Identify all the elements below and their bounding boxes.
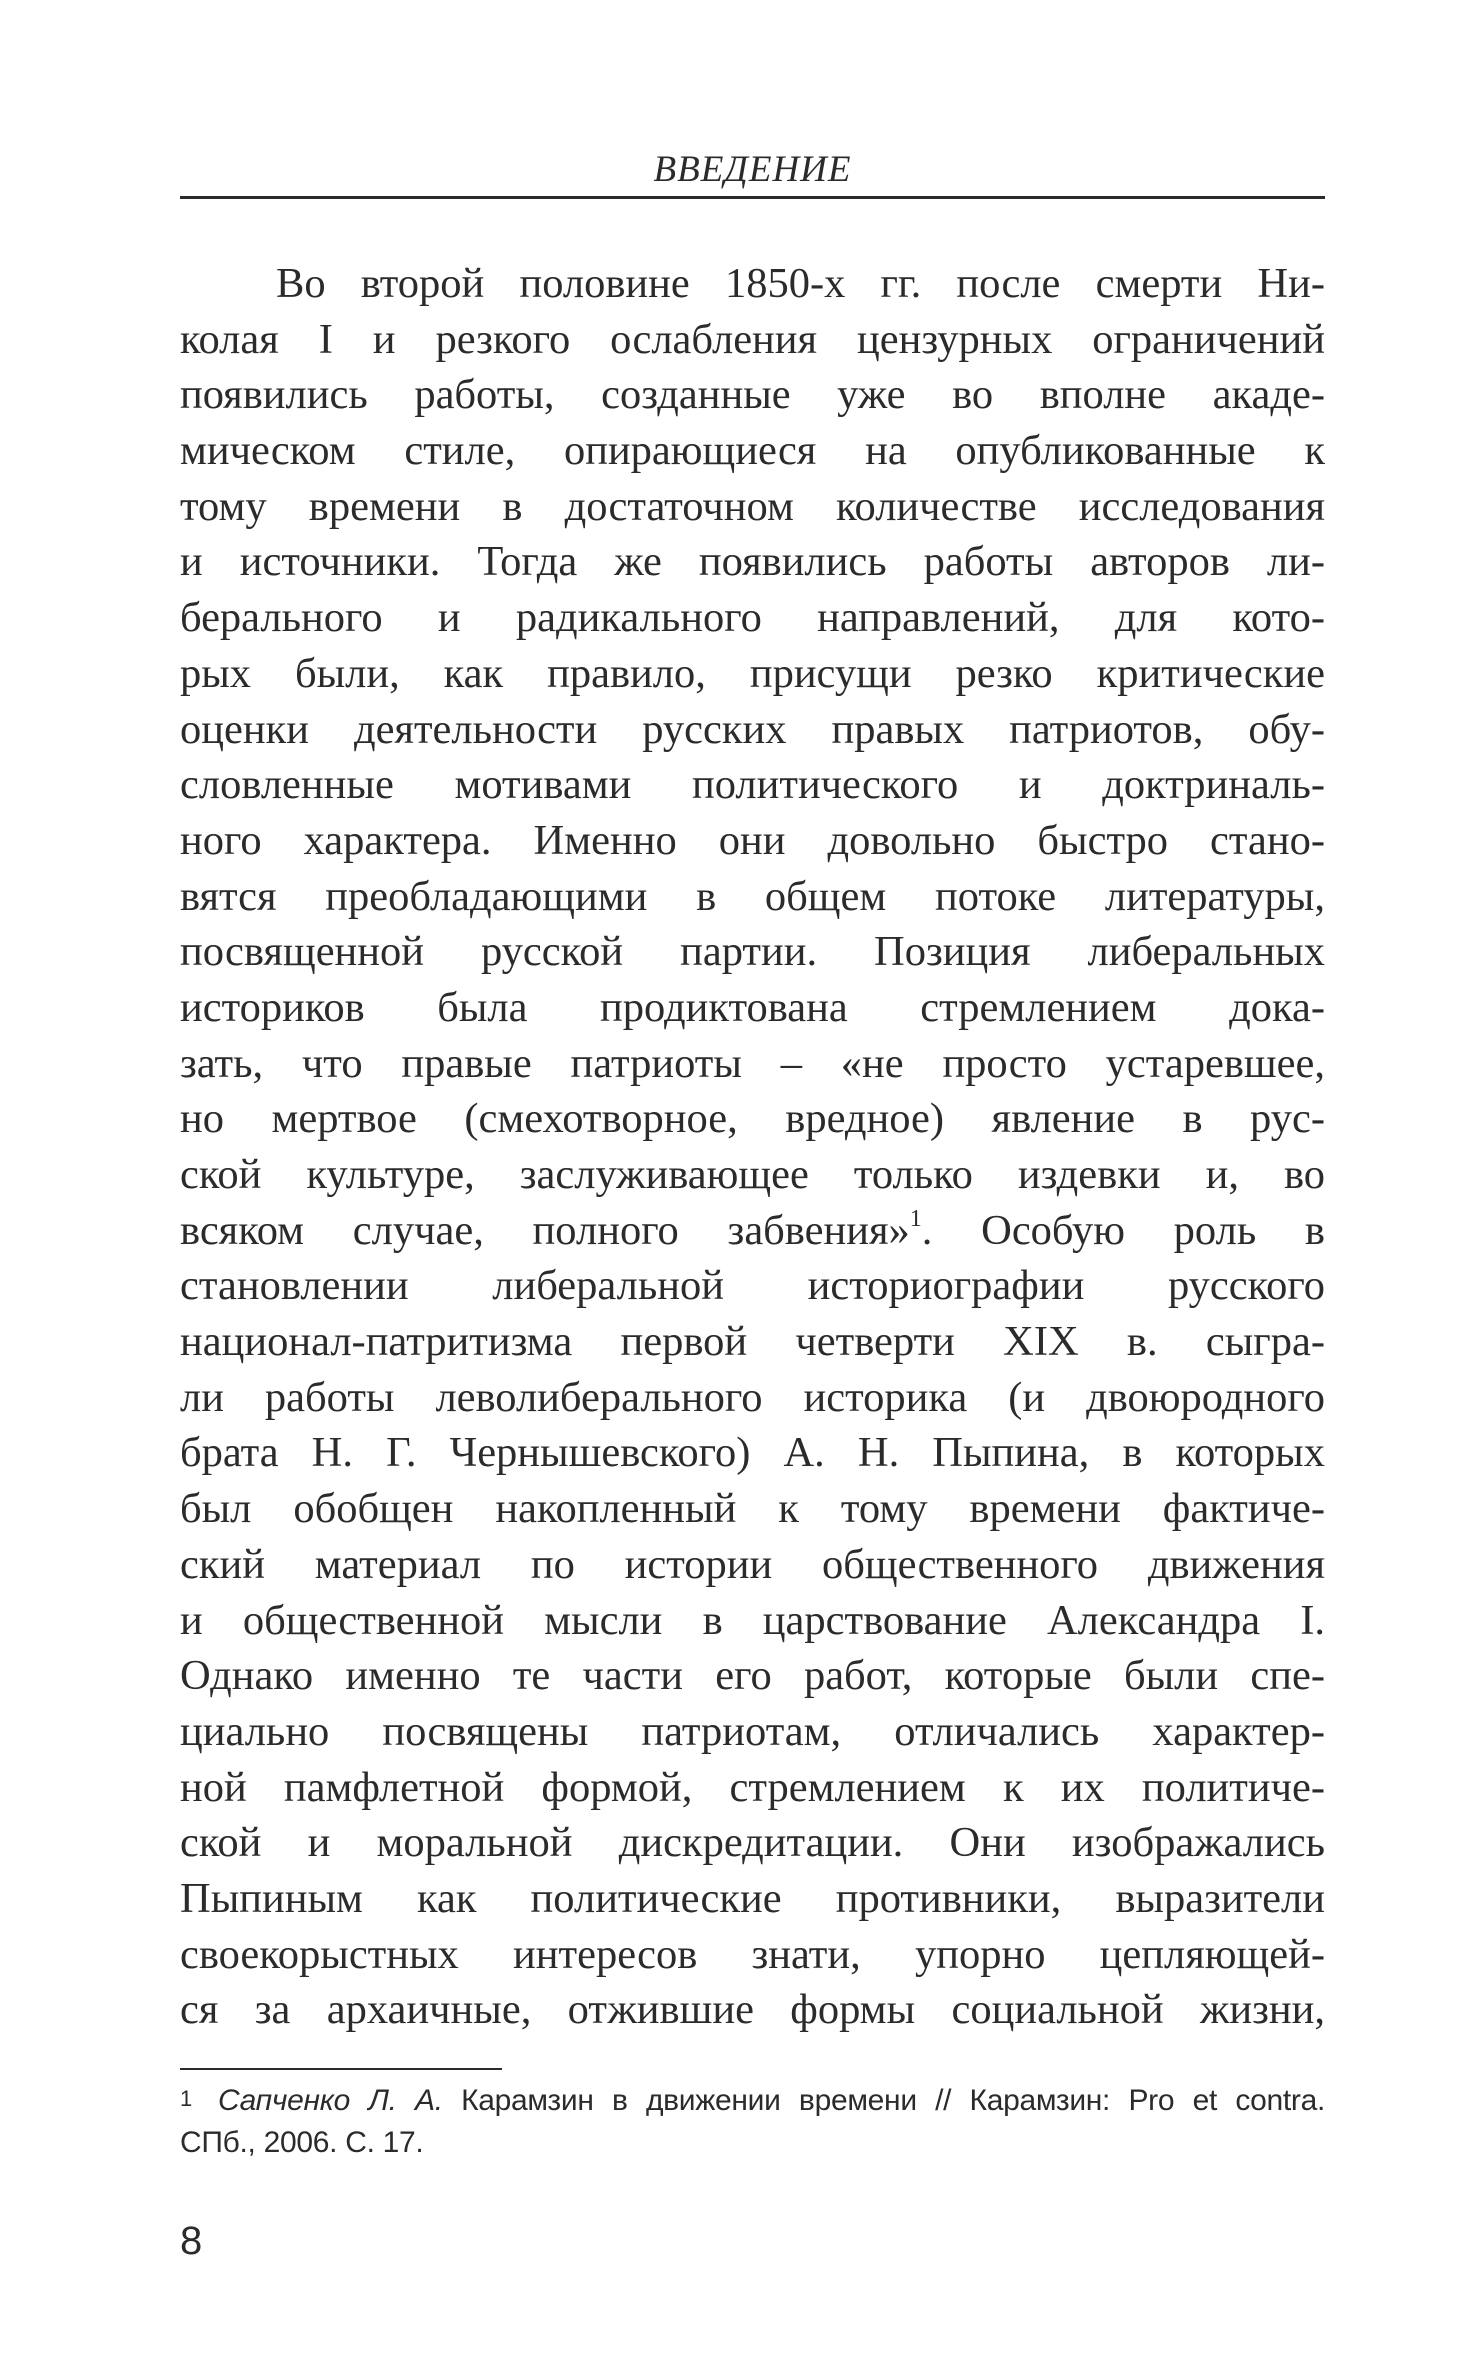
- text-line: Пыпиным как политические противники, выразители: [180, 1874, 1325, 1922]
- footnote-reference[interactable]: 1: [909, 1205, 922, 1232]
- text-line: мическом стиле, опирающиеся на опубликованные к: [180, 427, 1325, 475]
- text-line: историков была продиктована стремлением дока-: [180, 983, 1325, 1031]
- text-line: ский материал по истории общественного движения: [180, 1540, 1325, 1588]
- text-line: тому времени в достаточном количестве исследования: [180, 482, 1325, 530]
- text-line: оценки деятельности русских правых патриотов, обу-: [180, 705, 1325, 753]
- text-line-with-footnote-ref: [180, 1203, 1325, 1259]
- text-line: ли работы леволиберального историка (и двоюродного: [180, 1373, 1325, 1421]
- text-line: ской культуре, заслуживающее только издевки и, во: [180, 1151, 1325, 1198]
- header-rule: [180, 196, 1325, 199]
- text-line: словленные мотивами политического и доктриналь-: [180, 761, 1325, 809]
- text-line: но мертвое (смехотворное, вредное) явление в рус-: [180, 1095, 1325, 1143]
- text-line: колая I и резкого ослабления цензурных ограничений: [180, 315, 1325, 363]
- text-line: становлении либеральной историографии русского: [180, 1262, 1325, 1310]
- text-line: ся за архаичные, отжившие формы социальной жизни,: [180, 1986, 1325, 2034]
- text-segment: . Особую роль в: [921, 1206, 1325, 1254]
- text-line: ного характера. Именно они довольно быстро стано-: [180, 816, 1325, 864]
- text-line: Однако именно те части его работ, которые были спе-: [180, 1652, 1325, 1700]
- text-line: посвященной русской партии. Позиция либеральных: [180, 928, 1325, 976]
- text-line: берального и радикального направлений, для кото-: [180, 594, 1325, 642]
- footnote-line: [180, 2080, 1325, 2122]
- text-line: был обобщен накопленный к тому времени фактиче-: [180, 1485, 1325, 1533]
- text-line: вятся преобладающими в общем потоке литературы,: [180, 872, 1325, 920]
- footnote-author: Сапченко Л. А.: [217, 2084, 443, 2117]
- text-line: ной памфлетной формой, стремлением к их политиче-: [180, 1763, 1325, 1811]
- footnote-line: СПб., 2006. С. 17.: [180, 2126, 424, 2159]
- text-line: рых были, как правило, присущи резко критические: [180, 649, 1325, 697]
- running-head: ВВЕДЕНИЕ: [653, 149, 852, 190]
- text-line: зать, что правые патриоты – «не просто устаревшее,: [180, 1039, 1325, 1087]
- text-line: и общественной мысли в царствование Александра I.: [180, 1596, 1325, 1644]
- main-text: [180, 256, 1325, 2038]
- text-line: брата Н. Г. Чернышевского) А. Н. Пыпина, в которых: [180, 1429, 1325, 1477]
- page-number: 8: [180, 2219, 203, 2263]
- text-line: циально посвящены патриотам, отличались характер-: [180, 1707, 1325, 1755]
- footnote-number: 1: [180, 2086, 192, 2111]
- footnote-text: Карамзин в движении времени // Карамзин: Pro et contra.: [442, 2084, 1325, 2117]
- text-line: Во второй половине 1850-х гг. после смерти Ни-: [276, 260, 1325, 307]
- text-line: появились работы, созданные уже во вполне акаде-: [180, 371, 1325, 419]
- text-line: национал-патритизма первой четверти XIX в. сыгра-: [180, 1318, 1325, 1366]
- footnote: [180, 2080, 1325, 2164]
- text-segment: всяком случае, полного забвения»: [180, 1206, 910, 1254]
- text-line: и источники. Тогда же появились работы авторов ли-: [180, 538, 1325, 586]
- footnote-rule: [180, 2068, 502, 2070]
- text-line: ской и моральной дискредитации. Они изображались: [180, 1819, 1325, 1867]
- text-line: своекорыстных интересов знати, упорно цепляющей-: [180, 1930, 1325, 1978]
